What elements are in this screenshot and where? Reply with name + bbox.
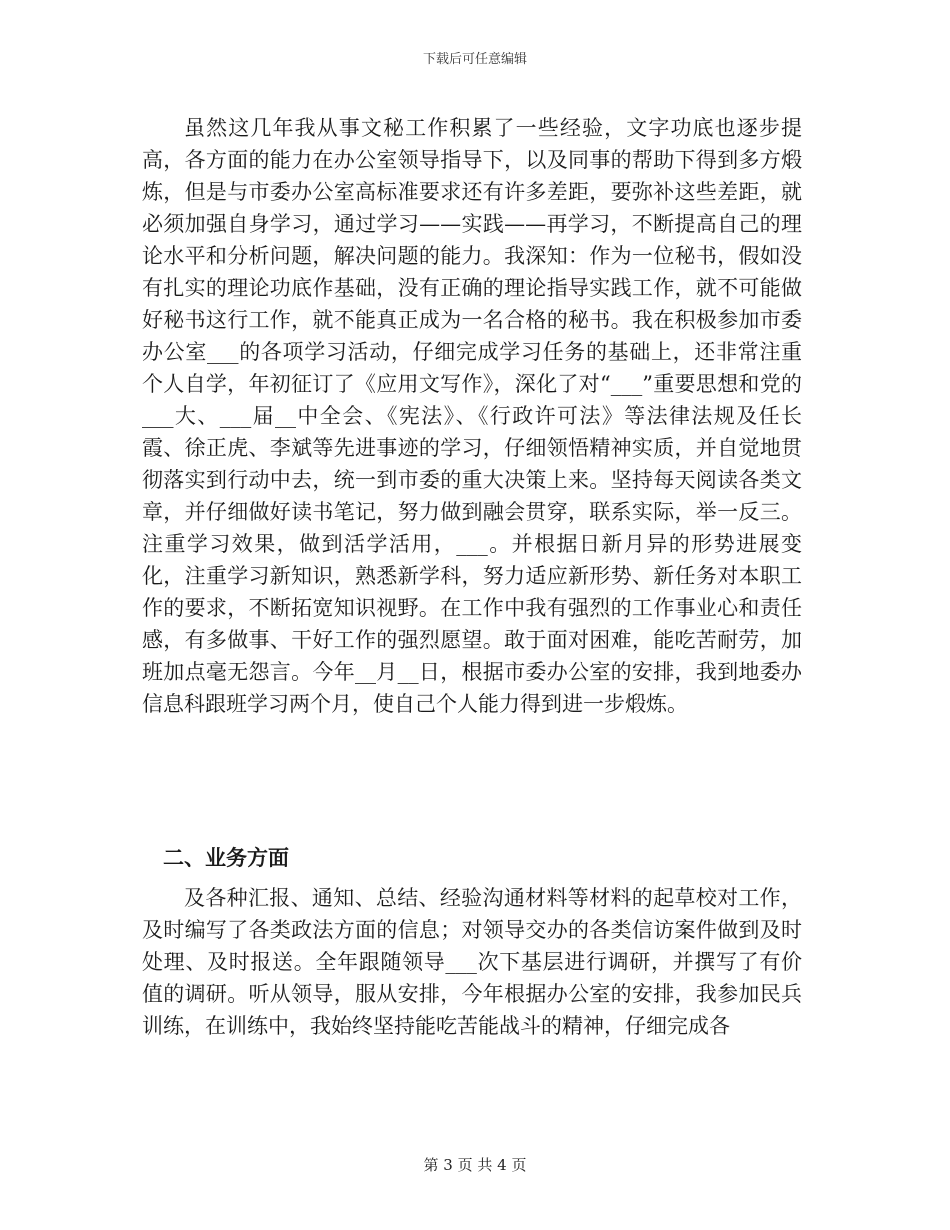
document-body xyxy=(142,112,802,1102)
page-number-footer: 第 3 页 共 4 页 xyxy=(423,1156,527,1174)
body-paragraph: 及各种汇报、通知、总结、经验沟通材料等材料的起草校对工作，及时编写了各类政法方面的信息；对领导交办的各类信访案件做到及时处理、及时报送。全年跟随领导___次下基层进行调研，并撰写了有价值的调研。听从领导，服从安排，今年根据办公室的安排，我参加民兵训练，在训练中，我始终坚持能吃苦能战斗的精神，仔细完成各 xyxy=(142,886,802,1038)
page-header: 下载后可任意编辑 xyxy=(422,52,527,67)
body-paragraph: 虽然这几年我从事文秘工作积累了一些经验，文字功底也逐步提高，各方面的能力在办公室领导指导下，以及同事的帮助下得到多方煅炼，但是与市委办公室高标准要求还有许多差距，要弥补这些差距，就必须加强自身学习，通过学习——实践——再学习，不断提高自己的理论水平和分析问题，解决问题的能力。我深知：作为一位秘书，假如没有扎实的理论功底作基础，没有正确的理论指导实践工作，就不可能做好秘书这行工作，就不能真正成为一名合格的秘书。我在积极参加市委办公室___的各项学习活动，仔细完成学习任务的基础上，还非常注重个人自学，年初征订了《应用文写作》，深化了对“___”重要思想和党的___大、___届__中全会、《宪法》、《行政许可法》等法律法规及任长霞、徐正虎、李斌等先进事迹的学习，仔细领悟精神实质，并自觉地贯彻落实到行动中去，统一到市委的重大决策上来。坚持每天阅读各类文章，并仔细做好读书笔记，努力做到融会贯穿，联系实际，举一反三。注重学习效果，做到活学活用，___。并根据日新月异的形势进展变化，注重学习新知识，熟悉新学科，努力适应新形势、新任务对本职工作的要求，不断拓宽知识视野。在工作中我有强烈的工作事业心和责任感，有多做事、干好工作的强烈愿望。敢于面对困难，能吃苦耐劳，加班加点毫无怨言。今年__月__日，根据市委办公室的安排，我到地委办信息科跟班学习两个月，使自己个人能力得到进一步煅炼。 xyxy=(142,116,802,716)
section-heading: 二、业务方面 xyxy=(163,845,289,870)
